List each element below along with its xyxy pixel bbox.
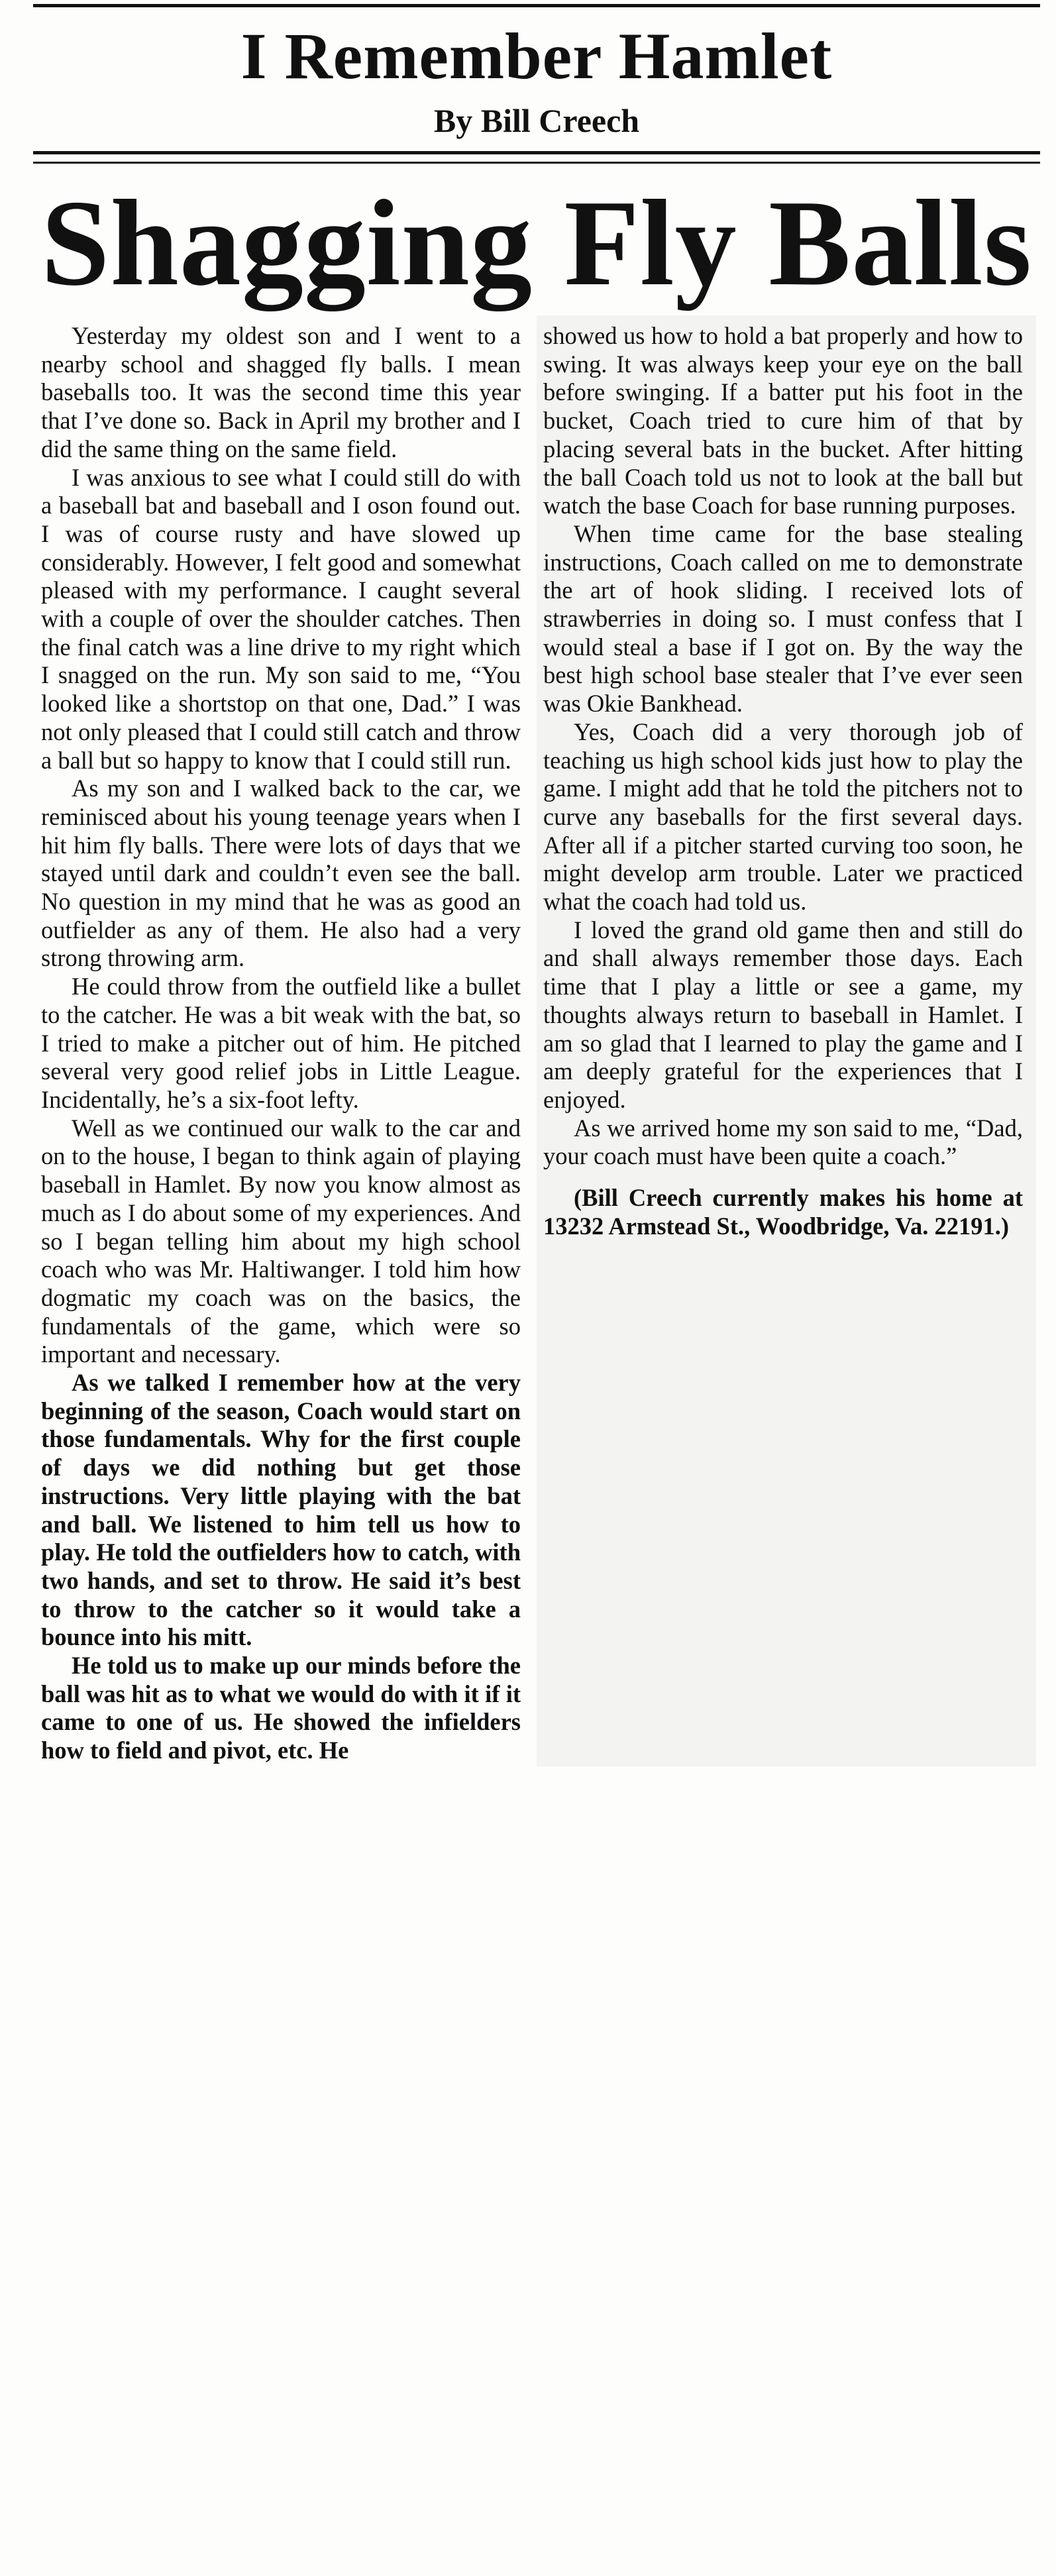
paragraph: He told us to make up our minds before the ball was hit as to what we would do with it if it came to one of us. He showed the infielders how to field and pivot, etc. He — [41, 1652, 521, 1764]
top-rule — [33, 4, 1040, 7]
byline: By Bill Creech — [433, 102, 640, 139]
article-column-left — [41, 322, 521, 2568]
column-title: I Remember Hamlet — [240, 19, 833, 93]
paragraph: He could throw from the outfield like a bullet to the catcher. He was a bit weak with the bat, so I tried to make a pitcher out of him. He pitched several very good relief jobs in Little League. Incidentally, he’s a six-foot lefty. — [41, 973, 521, 1113]
article-column-right — [543, 322, 1023, 1766]
paragraph: showed us how to hold a bat properly and how to swing. It was always keep your eye on the ball before swinging. If a batter put his foot in the bucket, Coach tried to cure him of that by placing several bats in the bucket. After hitting the ball Coach told us not to look at the ball but watch the base Coach for base running purposes. — [543, 322, 1023, 519]
paragraph: As we arrived home my son said to me, “Dad, your coach must have been quite a coach.” — [543, 1114, 1023, 1170]
paragraph: I loved the grand old game then and still do and shall always remember those days. Each time that I play a little or see a game, my thoughts always return to baseball in Hamlet. I am so glad that I learned to play the game and I am deeply grateful for the experiences that I enjoyed. — [543, 916, 1023, 1113]
paragraph: Yesterday my oldest son and I went to a nearby school and shagged fly balls. I mean baseballs too. It was the second time this year that I’ve done so. Back in April my brother and I did the same thing on the same field. — [41, 322, 521, 462]
paragraph: When time came for the base stealing instructions, Coach called on me to demonstrate the art of hook sliding. I received lots of strawberries in doing so. I must confess that I would steal a base if I got on. By the way the best high school base stealer that I’ve ever seen was Okie Bankhead. — [543, 519, 1023, 718]
paragraph: Yes, Coach did a very thorough job of teaching us high school kids just how to play the game. I might add that he told the pitchers not to curve any baseballs for the first several days. After all if a pitcher started curving too soon, he might develop arm trouble. Later we practiced what the coach had told us. — [543, 718, 1023, 916]
author-note: (Bill Creech currently makes his home at 13232 Armstead St., Woodbridge, Va. 22191.) — [543, 1184, 1023, 1240]
header-rule-thin — [33, 162, 1040, 164]
paragraph: Well as we continued our walk to the car and on to the house, I began to think again of playing baseball in Hamlet. By now you know almost as much as I do about some of my experiences. And so I began telling him about my high school coach who was Mr. Haltiwanger. I told him how dogmatic my coach was on the basics, the fundamentals of the game, which were so important and necessary. — [41, 1114, 521, 1368]
header-rule-thick — [33, 151, 1040, 154]
headline: Shagging Fly Balls — [40, 175, 1033, 311]
paragraph: I was anxious to see what I could still do with a baseball bat and baseball and I oson found out. I was of course rusty and have slowed up considerably. However, I felt good and somewhat pleased with my performance. I caught several with a couple of over the shoulder catches. Then the final catch was a line drive to my right which I snagged on the run. My son said to me, “You looked like a shortstop on that one, Dad.” I was not only pleased that I could still catch and throw a ball but so happy to know that I could still run. — [41, 463, 521, 774]
paragraph: As we talked I remember how at the very beginning of the season, Coach would start on those fundamentals. Why for the first couple of days we did nothing but get those instructions. Very little playing with the bat and ball. We listened to him tell us how to play. He told the outfielders how to catch, with two hands, and set to throw. He said it’s best to throw to the catcher so it would take a bounce into his mitt. — [41, 1369, 521, 1651]
paragraph: As my son and I walked back to the car, we reminisced about his young teenage years when I hit him fly balls. There were lots of days that we stayed until dark and couldn’t even see the ball. No question in my mind that he was as good an outfielder as any of them. He also had a very strong throwing arm. — [41, 775, 521, 972]
